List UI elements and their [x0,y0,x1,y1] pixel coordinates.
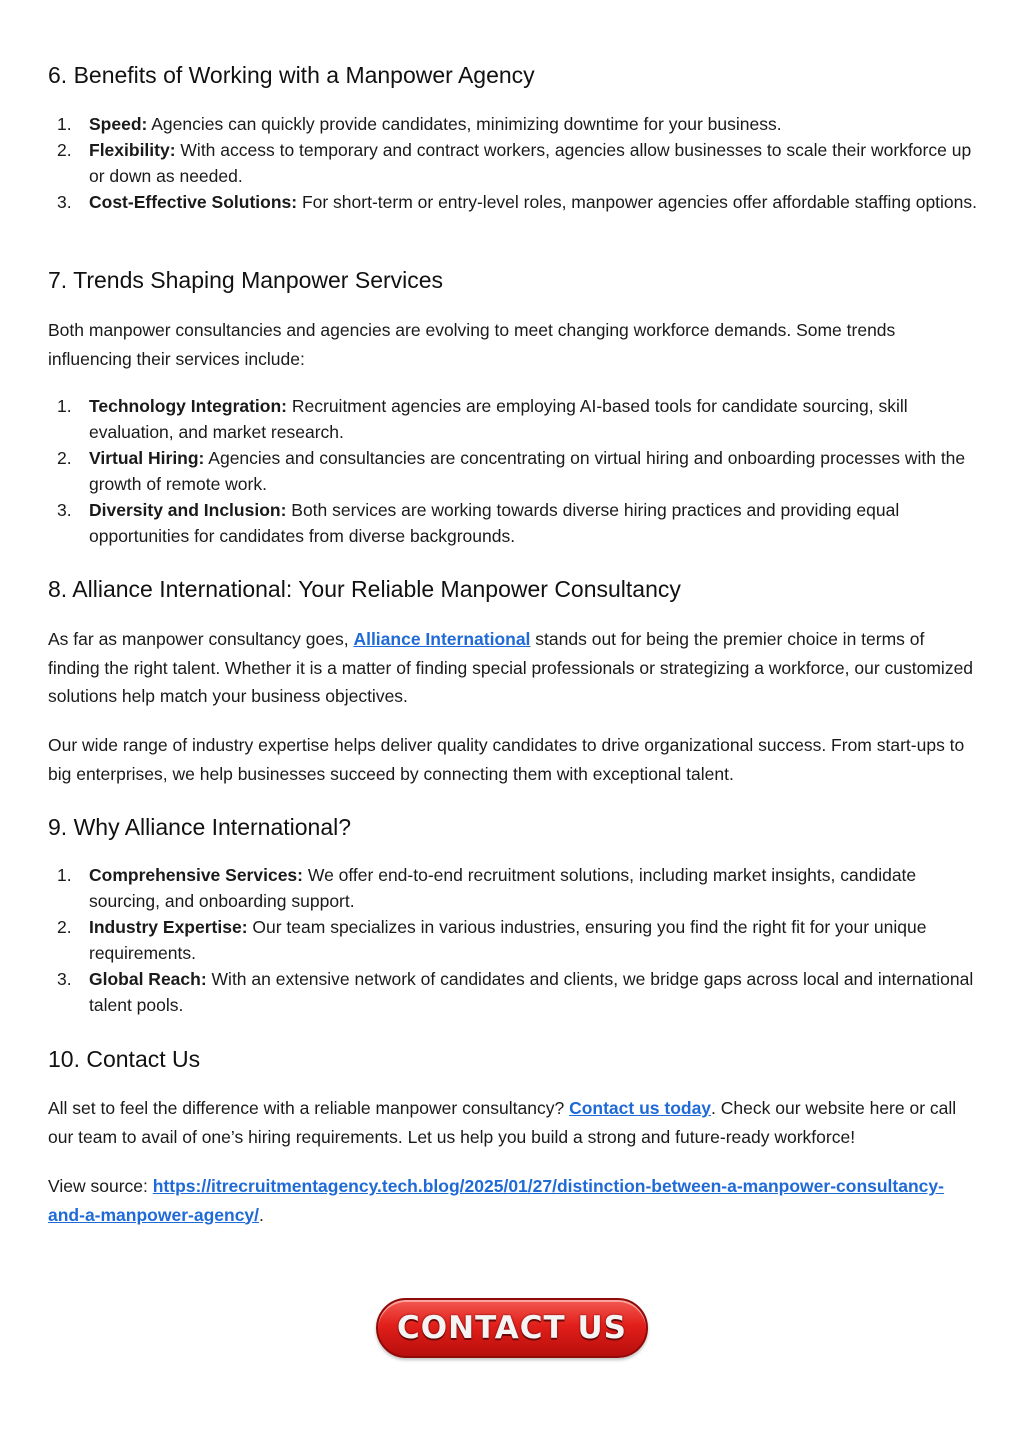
contact-us-banner[interactable] [376,1298,648,1358]
list-term: Technology Integration: [89,396,288,416]
list-term: Virtual Hiring: [89,448,205,468]
contact-us-button-label: CONTACT US [397,1310,627,1346]
list-text: For short-term or entry-level roles, manpower agencies offer affordable staffing options. [297,192,977,212]
section-7-heading: 7. Trends Shaping Manpower Services [48,267,444,293]
contact-us-today-link[interactable]: Contact us today [569,1098,712,1118]
list-text: With an extensive network of candidates and clients, we bridge gaps across local and international talent pools. [89,969,974,1015]
text-run: . Check our website here or call our team to avail of one’s hiring requirements. Let us help you build a strong and future-ready workforce! [48,1098,957,1147]
list-term: Speed: [89,114,148,134]
list-item [48,111,978,137]
list-term: Global Reach: [89,969,207,989]
list-term: Industry Expertise: [89,917,248,937]
list-text: Recruitment agencies are employing AI-based tools for candidate sourcing, skill evaluation, and market research. [89,396,908,442]
alliance-paragraph [48,625,978,711]
section-8-heading: 8. Alliance International: Your Reliable Manpower Consultancy [48,576,681,602]
list-number: 2. [57,917,72,937]
contact-paragraph [48,1094,978,1151]
trends-intro: Both manpower consultancies and agencies are evolving to meet changing workforce demands. Some trends influencing their services include: [48,320,896,369]
list-item [48,966,978,1018]
text-run: . [259,1204,264,1225]
trends-list [48,393,978,549]
text-run: All set to feel the difference with a reliable manpower consultancy? [48,1098,570,1118]
contact-us-button[interactable] [376,1298,648,1358]
list-item [48,137,978,189]
list-number: 2. [57,448,72,468]
view-source-label: View source: [48,1176,153,1196]
list-number: 1. [57,114,72,134]
list-item [48,445,978,497]
section-10-heading: 10. Contact Us [48,1046,201,1072]
list-text: Both services are working towards diverse hiring practices and providing equal opportunities for candidates from diverse backgrounds. [89,500,900,546]
list-number: 1. [57,865,72,885]
list-text: Agencies can quickly provide candidates, minimizing downtime for your business. [147,114,782,134]
list-term: Comprehensive Services: [89,865,303,885]
source-url-link[interactable]: https://itrecruitmentagency.tech.blog/2025/01/27/distinction-between-a-manpower-consultancy-and-a-manpower-agency/ [48,1176,944,1225]
alliance-international-link[interactable]: Alliance International [353,629,531,649]
section-6-heading: 6. Benefits of Working with a Manpower Agency [48,62,535,88]
list-number: 3. [57,192,72,212]
list-text: Our team specializes in various industries, ensuring you find the right fit for your unique requirements. [89,917,927,963]
list-item [48,497,978,549]
list-number: 3. [57,969,72,989]
text-run: As far as manpower consultancy goes, [48,629,354,649]
expertise-paragraph: Our wide range of industry expertise helps deliver quality candidates to drive organizational success. From start-ups to big enterprises, we help businesses succeed by connecting them with exceptional talent. [48,735,965,784]
list-term: Flexibility: [89,140,176,160]
list-number: 3. [57,500,72,520]
list-number: 1. [57,396,72,416]
list-text: With access to temporary and contract workers, agencies allow businesses to scale their workforce up or down as needed. [89,140,972,186]
list-number: 2. [57,140,72,160]
list-item [48,914,978,966]
list-item [48,189,978,215]
section-9-heading: 9. Why Alliance International? [48,814,352,840]
view-source-paragraph [48,1172,978,1229]
list-text: Agencies and consultancies are concentrating on virtual hiring and onboarding processes with the growth of remote work. [89,448,966,494]
list-term: Cost-Effective Solutions: [89,192,298,212]
list-term: Diversity and Inclusion: [89,500,287,520]
benefits-list [48,111,978,215]
why-alliance-list [48,862,978,1018]
list-item [48,393,978,445]
text-run: stands out for being the premier choice in terms of finding the right talent. Whether it is a matter of finding special professionals or strategizing a workforce, our customized solutions help match your business objectives. [48,629,974,706]
list-text: We offer end-to-end recruitment solutions, including market insights, candidate sourcing, and onboarding support. [89,865,917,911]
list-item [48,862,978,914]
